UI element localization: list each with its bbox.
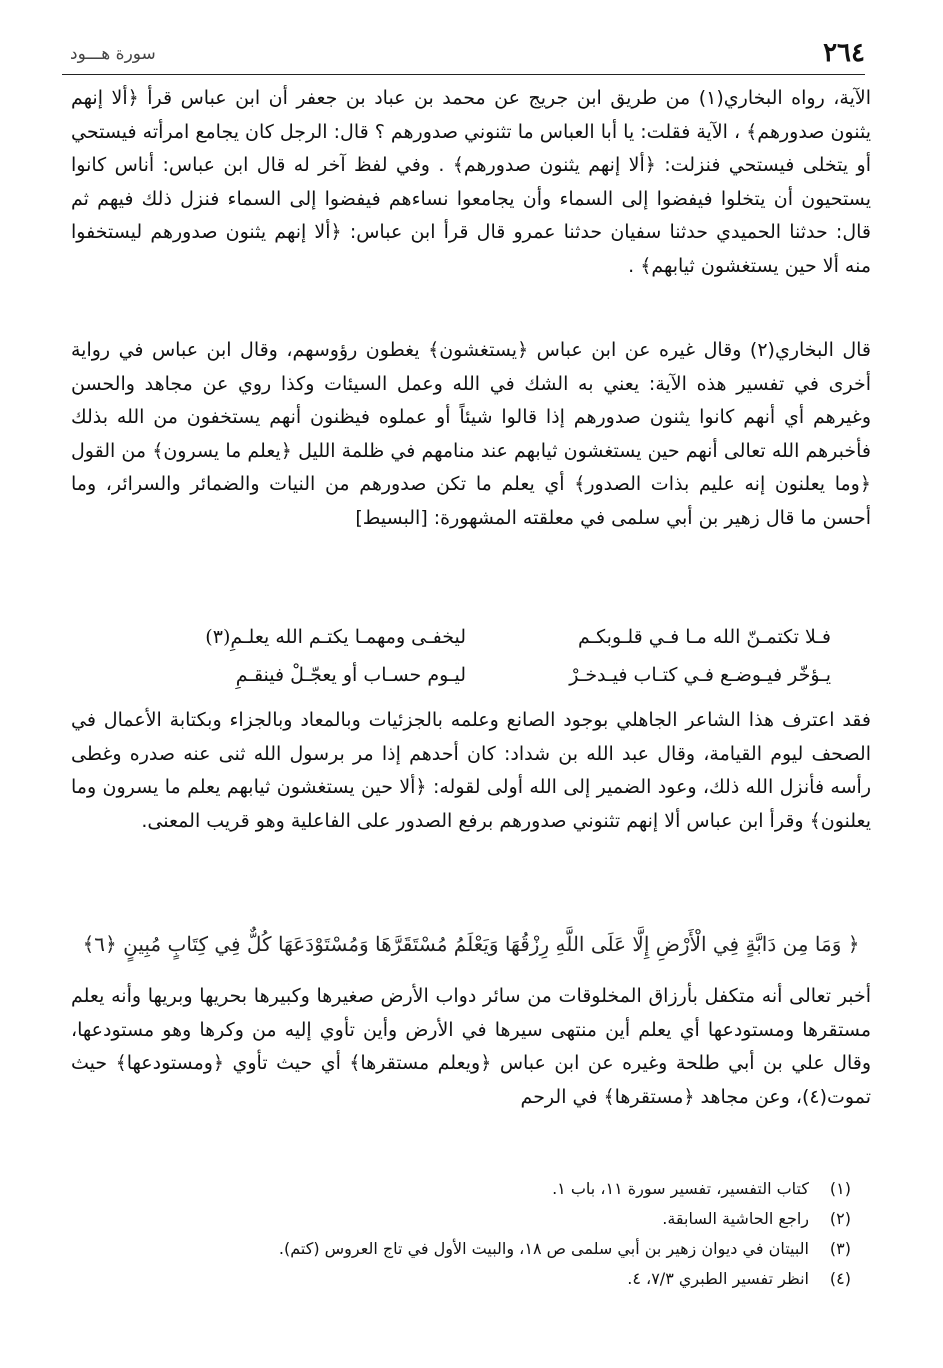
verse-2-first-hemistich: يـؤخّر فيـوضـع فـي كتـاب فيـدخـرْ: [569, 664, 831, 686]
footnote-number: (٣): [829, 1239, 851, 1258]
footnote-1: [91, 1174, 851, 1204]
verse-1-second-hemistich: ليخفـى ومهمـا يكتـم الله يعلـمِ(٣): [205, 626, 466, 648]
page-header: [62, 38, 865, 75]
paragraph-2: قال البخاري(٢) وقال غيره عن ابن عباس ﴿يستغشون﴾ يغطون رؤوسهم، وقال ابن عباس في رواية أخرى في تفسير هذه الآية: يعني به الشك في الله وعمل السيئات وكذا روي عن مجاهد والحسن وغيرهم أي أنهم كانوا يثنون صدورهم إذا قالوا شيئاً أو عملوه فيظنون أنهم يستخفون من الله بذلك فأخبرهم الله تعالى أنهم حين يستغشون ثيابهم عند منامهم في ظلمة الليل ﴿يعلم ما يسرون﴾ من القول ﴿وما يعلنون إنه عليم بذات الصدور﴾ أي يعلم ما تكن صدورهم من النيات والضمائر والسرائر، وما أحسن ما قال زهير بن أبي سلمى في معلقته المشهورة: [البسيط]: [71, 339, 871, 529]
footnote-3: [91, 1234, 851, 1264]
footnote-4: [91, 1264, 851, 1294]
surah-name: سورة هـــود: [70, 44, 156, 64]
footnote-text: كتاب التفسير، تفسير سورة ١١، باب ١.: [552, 1179, 809, 1198]
footnote-number: (٢): [829, 1209, 851, 1228]
footnote-2: [91, 1204, 851, 1234]
poem: [71, 618, 831, 698]
paragraph-3: فقد اعترف هذا الشاعر الجاهلي بوجود الصانع وعلمه بالجزئيات وبالمعاد وبالجزاء وبكتابة الأعمال في الصحف ليوم القيامة، وقال عبد الله بن شداد: كان أحدهم إذا مر برسول الله ثنى عنه صدره وغطى رأسه فأنزل الله ذلك، وعود الضمير إلى الله أولى لقوله: ﴿ألا حين يستغشون ثيابهم يعلم ما يسرون وما يعلنون﴾ وقرأ ابن عباس ألا إنهم تثنوني صدورهم برفع الصدور على الفاعلية وهو قريب المعنى.: [71, 709, 871, 832]
poem-verse-1: [71, 618, 831, 656]
paragraph-1: الآية، رواه البخاري(١) من طريق ابن جريج عن محمد بن عباد بن جعفر أن ابن عباس قرأ ﴿ألا إنهم يثنون صدورهم﴾ ، الآية فقلت: يا أبا العباس ما تثنوني صدورهم ؟ قال: الرجل كان يجامع امرأته فيستحي أو يتخلى فيستحي فنزلت: ﴿ألا إنهم يثنون صدورهم﴾ . وفي لفظ آخر له قال ابن عباس: أناس كانوا يستحيون أن يتخلوا فيفضوا إلى السماء وأن يجامعوا نساءهم فيفضوا إلى السماء فنزل ذلك فيهم ثم قال: حدثنا الحميدي حدثنا سفيان حدثنا عمرو قال قرأ ابن عباس: ﴿ألا إنهم يثنون صدورهم ليستخفوا منه ألا حين يستغشون ثيابهم﴾ .: [71, 87, 871, 277]
poem-verse-2: [71, 656, 831, 694]
footnotes: [91, 1174, 851, 1294]
footnote-text: انظر تفسير الطبري ٧/٣، ٤.: [627, 1269, 809, 1288]
footnote-text: راجع الحاشية السابقة.: [662, 1209, 809, 1228]
verse-1-first-hemistich: فـلا تكتمـنّ الله مـا فـي قلـوبكـم: [577, 626, 831, 648]
footnote-number: (٤): [829, 1269, 851, 1288]
footnote-text: البيتان في ديوان زهير بن أبي سلمى ص ١٨، والبيت الأول في تاج العروس (كتم).: [278, 1239, 809, 1258]
paragraph-4: أخبر تعالى أنه متكفل بأرزاق المخلوقات من سائر دواب الأرض صغيرها وكبيرها بحريها وبريها وأنه يعلم مستقرها ومستودعها أي يعلم أين منتهى سيرها في الأرض وأين تأوي إليه من وكرها وهو مستودعها، وقال علي بن أبي طلحة وغيره عن ابن عباس ﴿ويعلم مستقرها﴾ أي حيث تأوي ﴿ومستودعها﴾ حيث تموت(٤)، وعن مجاهد ﴿مستقرها﴾ في الرحم: [71, 985, 871, 1108]
quran-verse: ﴿ وَمَا مِن دَابَّةٍ فِي الْأَرْضِ إِلَّا عَلَى اللَّهِ رِزْقُهَا وَيَعْلَمُ مُسْتَقَرَّهَا وَمُسْتَوْدَعَهَا كُلٌّ فِي كِتَابٍ مُبِينٍ ﴿٦﴾: [82, 932, 860, 956]
verse-2-second-hemistich: ليـوم حسـاب أو يعجّـلْ فينقـمِ: [235, 664, 466, 686]
footnote-number: (١): [829, 1179, 851, 1198]
main-text: [71, 82, 871, 1150]
page-number: ٢٦٤: [823, 38, 865, 68]
